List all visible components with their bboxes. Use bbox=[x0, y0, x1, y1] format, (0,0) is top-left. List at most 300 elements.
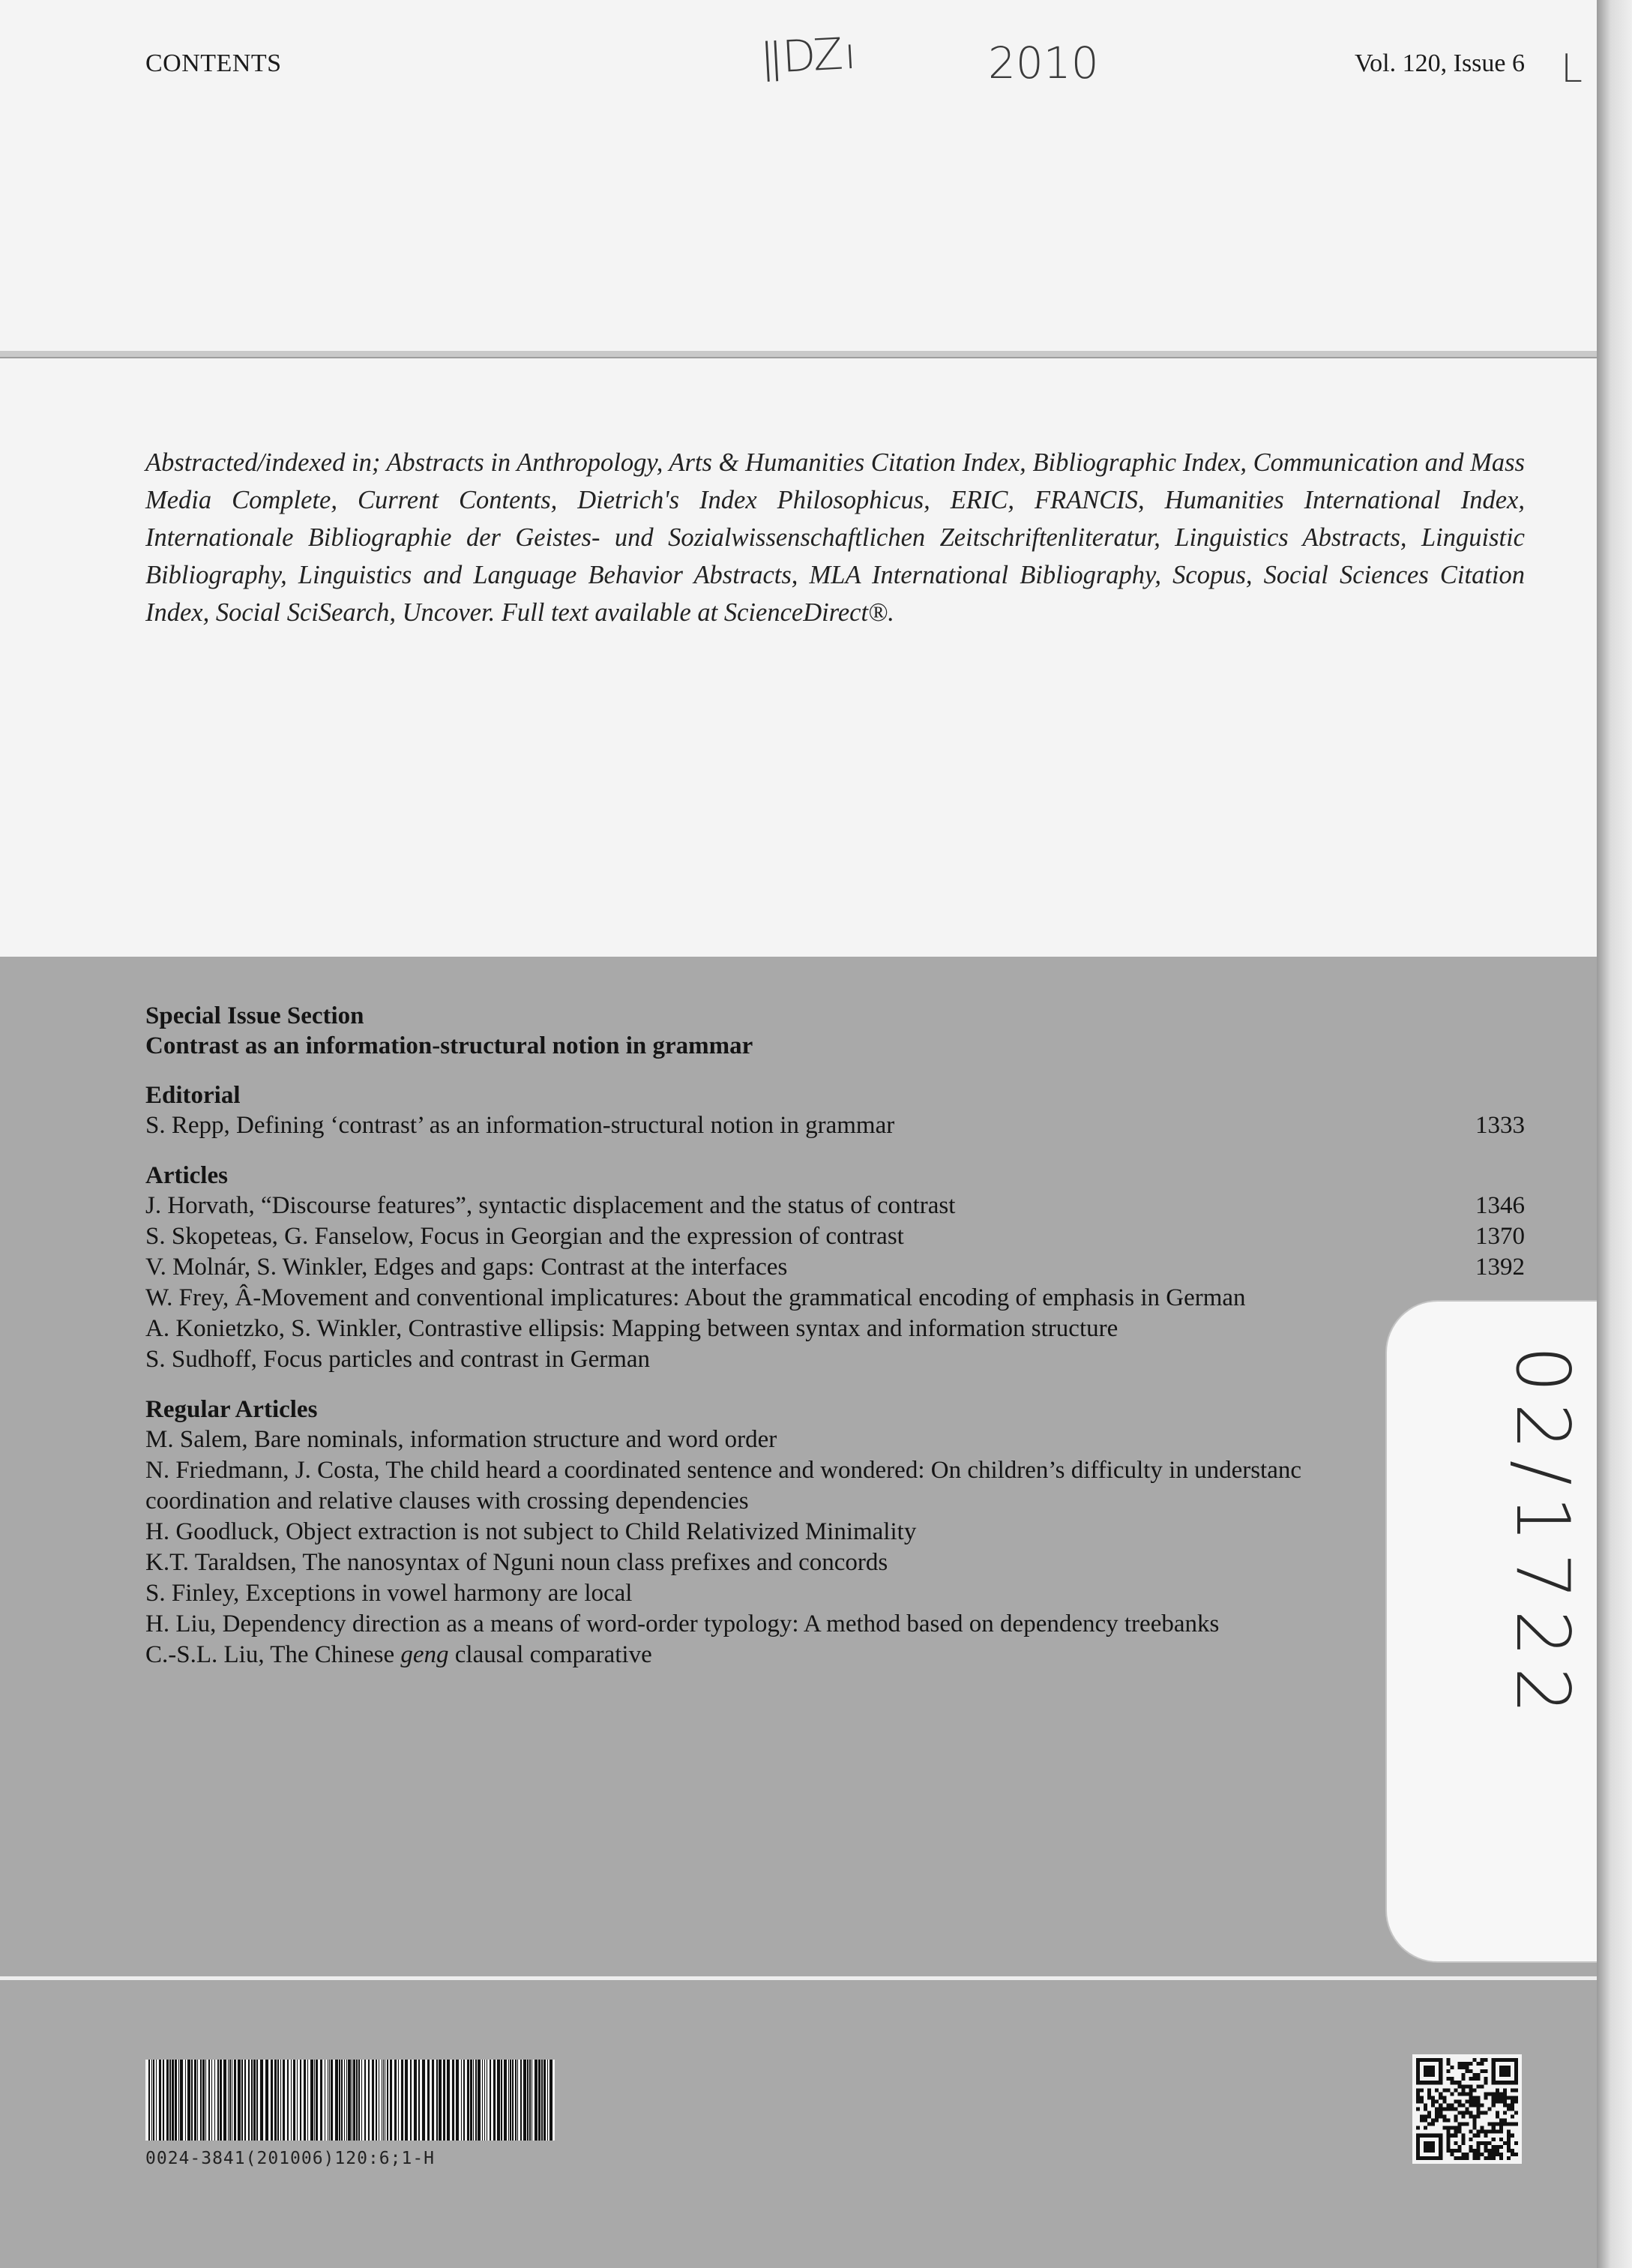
qr-module bbox=[1492, 2123, 1496, 2126]
qr-module bbox=[1477, 2103, 1481, 2107]
qr-module bbox=[1492, 2069, 1496, 2073]
qr-module bbox=[1446, 2107, 1450, 2111]
entry-page: 1370 bbox=[1475, 1223, 1525, 1250]
qr-module bbox=[1454, 2141, 1457, 2145]
qr-module bbox=[1431, 2156, 1435, 2160]
qr-module bbox=[1496, 2058, 1499, 2062]
qr-module bbox=[1416, 2141, 1420, 2145]
qr-module bbox=[1446, 2138, 1450, 2141]
qr-module bbox=[1416, 2096, 1420, 2099]
qr-module bbox=[1511, 2088, 1514, 2092]
barcode-bar bbox=[427, 2060, 430, 2141]
qr-module bbox=[1431, 2134, 1435, 2138]
qr-module bbox=[1427, 2134, 1431, 2138]
qr-module bbox=[1469, 2077, 1473, 2081]
library-sticker-number: 02/1722 bbox=[1499, 1346, 1585, 1725]
qr-module bbox=[1481, 2084, 1484, 2088]
barcode-bar bbox=[394, 2060, 397, 2141]
qr-module bbox=[1488, 2156, 1492, 2160]
qr-module bbox=[1435, 2107, 1439, 2111]
articles-heading: Articles bbox=[145, 1162, 228, 1189]
barcode-bar bbox=[339, 2060, 340, 2141]
toc-entry[interactable] bbox=[145, 1314, 1525, 1344]
qr-module bbox=[1427, 2145, 1431, 2149]
qr-module bbox=[1511, 2149, 1514, 2153]
qr-module bbox=[1465, 2123, 1469, 2126]
qr-module bbox=[1473, 2099, 1477, 2103]
barcode-bar bbox=[405, 2060, 408, 2141]
contents-heading: CONTENTS bbox=[145, 49, 282, 77]
qr-module bbox=[1424, 2126, 1427, 2130]
qr-module bbox=[1461, 2153, 1465, 2156]
entry-page: 1392 bbox=[1475, 1254, 1525, 1281]
qr-module bbox=[1427, 2066, 1431, 2069]
top-divider bbox=[0, 351, 1597, 358]
qr-module bbox=[1492, 2058, 1496, 2062]
qr-module bbox=[1416, 2062, 1420, 2066]
qr-module bbox=[1446, 2077, 1450, 2081]
barcode-bar bbox=[238, 2060, 241, 2141]
qr-module bbox=[1499, 2099, 1503, 2103]
qr-module bbox=[1507, 2081, 1511, 2084]
barcode-bar bbox=[253, 2060, 256, 2141]
barcode-bar bbox=[187, 2060, 190, 2141]
qr-module bbox=[1461, 2156, 1465, 2160]
barcode bbox=[145, 2060, 555, 2141]
barcode-bar bbox=[490, 2060, 491, 2141]
qr-module bbox=[1503, 2069, 1507, 2073]
qr-module bbox=[1481, 2062, 1484, 2066]
qr-module bbox=[1507, 2073, 1511, 2077]
qr-module bbox=[1435, 2156, 1439, 2160]
toc-entry[interactable] bbox=[145, 1455, 1525, 1486]
qr-module bbox=[1461, 2115, 1465, 2119]
special-issue-title: Contrast as an information-structural notion in grammar bbox=[145, 1032, 753, 1059]
qr-module bbox=[1507, 2069, 1511, 2073]
qr-module bbox=[1435, 2134, 1439, 2138]
barcode-bar bbox=[422, 2060, 425, 2141]
qr-module bbox=[1427, 2058, 1431, 2062]
qr-module bbox=[1446, 2062, 1450, 2066]
qr-module bbox=[1492, 2138, 1496, 2141]
qr-module bbox=[1427, 2069, 1431, 2073]
barcode-bar bbox=[361, 2060, 362, 2141]
qr-module bbox=[1473, 2123, 1477, 2126]
qr-module bbox=[1492, 2062, 1496, 2066]
toc-entry[interactable] bbox=[145, 1110, 1525, 1141]
qr-module bbox=[1484, 2141, 1488, 2145]
entry-title: coordination and relative clauses with crossing dependencies bbox=[145, 1488, 749, 1514]
barcode-bar bbox=[256, 2060, 258, 2141]
toc-entry-continued bbox=[145, 1486, 1525, 1517]
barcode-bar bbox=[467, 2060, 469, 2141]
qr-module bbox=[1514, 2096, 1518, 2099]
qr-module bbox=[1492, 2149, 1496, 2153]
qr-module bbox=[1481, 2058, 1484, 2062]
toc-entry[interactable] bbox=[145, 1517, 1525, 1547]
qr-module bbox=[1420, 2156, 1424, 2160]
qr-module bbox=[1511, 2153, 1514, 2156]
qr-module bbox=[1424, 2134, 1427, 2138]
abstracted-indexed-paragraph: Abstracted/indexed in; Abstracts in Anthropology, Arts & Humanities Citation Index, Bibliographic Index, Communication and Mass Media Complete, Current Contents, Dietrich's Index Philosophicus, ERIC, FRANCIS, Humanities International Index, Internationale Bibliographie der Geistes- und Sozialwissenschaftlichen Zeitschriftenliteratur, Linguistics Abstracts, Linguistic Bibliography, Linguistics and Language Behavior Abstracts, MLA International Bibliography, Scopus, Social Sciences Citation Index, Social SciSearch, Uncover. Full text available at ScienceDirect®. bbox=[145, 448, 1525, 627]
entry-page: 1346 bbox=[1475, 1192, 1525, 1219]
barcode-bar bbox=[484, 2060, 485, 2141]
barcode-bar bbox=[517, 2060, 518, 2141]
toc-entry[interactable] bbox=[145, 1344, 1525, 1375]
qr-module bbox=[1496, 2145, 1499, 2149]
barcode-bar bbox=[300, 2060, 301, 2141]
qr-module bbox=[1461, 2066, 1465, 2069]
barcode-bar bbox=[410, 2060, 412, 2141]
qr-module bbox=[1431, 2069, 1435, 2073]
qr-module bbox=[1507, 2107, 1511, 2111]
qr-module bbox=[1431, 2149, 1435, 2153]
toc-entry[interactable] bbox=[145, 1640, 1525, 1670]
qr-module bbox=[1431, 2058, 1435, 2062]
barcode-bar bbox=[316, 2060, 318, 2141]
qr-module bbox=[1439, 2069, 1442, 2073]
qr-module bbox=[1461, 2092, 1465, 2096]
qr-module bbox=[1514, 2081, 1518, 2084]
barcode-number: 0024-3841(201006)120:6;1-H bbox=[145, 2149, 436, 2168]
qr-module bbox=[1496, 2099, 1499, 2103]
qr-module bbox=[1469, 2062, 1473, 2066]
qr-module bbox=[1492, 2073, 1496, 2077]
barcode-bar bbox=[461, 2060, 462, 2141]
qr-module bbox=[1439, 2141, 1442, 2145]
qr-module bbox=[1446, 2119, 1450, 2123]
qr-module bbox=[1503, 2066, 1507, 2069]
barcode-bar bbox=[508, 2060, 509, 2141]
barcode-bar bbox=[244, 2060, 246, 2141]
barcode-bar bbox=[320, 2060, 322, 2141]
qr-module bbox=[1424, 2069, 1427, 2073]
barcode-bar bbox=[166, 2060, 169, 2141]
qr-module bbox=[1431, 2099, 1435, 2103]
qr-module bbox=[1416, 2077, 1420, 2081]
toc-entry[interactable] bbox=[145, 1578, 1525, 1609]
qr-module bbox=[1416, 2092, 1420, 2096]
qr-module bbox=[1477, 2145, 1481, 2149]
qr-module bbox=[1457, 2084, 1461, 2088]
qr-module bbox=[1507, 2138, 1511, 2141]
qr-module bbox=[1492, 2092, 1496, 2096]
qr-module bbox=[1431, 2145, 1435, 2149]
qr-module bbox=[1427, 2141, 1431, 2145]
qr-module bbox=[1514, 2099, 1518, 2103]
barcode-bar bbox=[248, 2060, 250, 2141]
barcode-bar bbox=[482, 2060, 483, 2141]
qr-module bbox=[1457, 2081, 1461, 2084]
qr-module bbox=[1469, 2103, 1473, 2107]
qr-module bbox=[1461, 2084, 1465, 2088]
barcode-bar bbox=[398, 2060, 399, 2141]
qr-module bbox=[1416, 2126, 1420, 2130]
qr-module bbox=[1484, 2096, 1488, 2099]
toc-entry[interactable] bbox=[145, 1221, 1525, 1252]
barcode-bar bbox=[229, 2060, 231, 2141]
qr-module bbox=[1439, 2103, 1442, 2107]
qr-module bbox=[1439, 2092, 1442, 2096]
qr-module bbox=[1439, 2077, 1442, 2081]
qr-module bbox=[1416, 2081, 1420, 2084]
entry-title: S. Skopeteas, G. Fanselow, Focus in Georgian and the expression of contrast bbox=[145, 1223, 904, 1250]
barcode-bar bbox=[523, 2060, 526, 2141]
barcode-bar bbox=[439, 2060, 442, 2141]
qr-module bbox=[1439, 2058, 1442, 2062]
entry-title-italic: geng bbox=[400, 1641, 449, 1668]
qr-module bbox=[1424, 2119, 1427, 2123]
qr-module bbox=[1492, 2066, 1496, 2069]
qr-module bbox=[1477, 2062, 1481, 2066]
qr-module bbox=[1507, 2141, 1511, 2145]
qr-module bbox=[1477, 2096, 1481, 2099]
barcode-bar bbox=[383, 2060, 384, 2141]
qr-module bbox=[1424, 2066, 1427, 2069]
toc-entry[interactable] bbox=[145, 1191, 1525, 1221]
qr-module bbox=[1511, 2058, 1514, 2062]
barcode-bar bbox=[180, 2060, 183, 2141]
qr-module bbox=[1416, 2088, 1420, 2092]
qr-module bbox=[1473, 2126, 1477, 2130]
barcode-bar bbox=[175, 2060, 177, 2141]
qr-module bbox=[1450, 2081, 1454, 2084]
qr-module bbox=[1439, 2073, 1442, 2077]
table-of-contents bbox=[145, 1001, 1525, 1670]
toc-entry[interactable] bbox=[145, 1425, 1525, 1455]
qr-module bbox=[1420, 2096, 1424, 2099]
qr-module bbox=[1488, 2130, 1492, 2134]
barcode-bar bbox=[241, 2060, 243, 2141]
regular-articles-heading: Regular Articles bbox=[145, 1396, 318, 1423]
qr-module bbox=[1465, 2099, 1469, 2103]
page-edge-shadow bbox=[1597, 0, 1632, 2268]
qr-module bbox=[1431, 2073, 1435, 2077]
qr-module bbox=[1477, 2153, 1481, 2156]
barcode-bar bbox=[208, 2060, 210, 2141]
qr-module bbox=[1446, 2058, 1450, 2062]
barcode-bar bbox=[191, 2060, 193, 2141]
panel-divider bbox=[0, 1976, 1603, 1980]
qr-module bbox=[1446, 2141, 1450, 2145]
qr-module bbox=[1420, 2134, 1424, 2138]
qr-module bbox=[1439, 2081, 1442, 2084]
qr-module bbox=[1442, 2126, 1446, 2130]
qr-module bbox=[1481, 2126, 1484, 2130]
entry-title: M. Salem, Bare nominals, information structure and word order bbox=[145, 1426, 777, 1453]
qr-module bbox=[1450, 2092, 1454, 2096]
qr-module bbox=[1431, 2123, 1435, 2126]
barcode-bar bbox=[376, 2060, 377, 2141]
barcode-bar bbox=[501, 2060, 502, 2141]
qr-module bbox=[1499, 2130, 1503, 2134]
qr-module bbox=[1420, 2088, 1424, 2092]
qr-module bbox=[1450, 2077, 1454, 2081]
qr-module bbox=[1484, 2111, 1488, 2115]
barcode-bar bbox=[390, 2060, 392, 2141]
barcode-bar bbox=[335, 2060, 338, 2141]
qr-module bbox=[1514, 2153, 1518, 2156]
qr-module bbox=[1461, 2062, 1465, 2066]
qr-module bbox=[1477, 2077, 1481, 2081]
qr-module bbox=[1469, 2096, 1473, 2099]
qr-module bbox=[1503, 2073, 1507, 2077]
qr-module bbox=[1469, 2088, 1473, 2092]
barcode-bar bbox=[329, 2060, 330, 2141]
barcode-bar bbox=[473, 2060, 474, 2141]
barcode-bar bbox=[151, 2060, 152, 2141]
barcode-bar bbox=[178, 2060, 179, 2141]
entry-title: J. Horvath, “Discourse features”, syntactic displacement and the status of contrast bbox=[145, 1192, 956, 1219]
qr-module bbox=[1446, 2069, 1450, 2073]
qr-module bbox=[1450, 2103, 1454, 2107]
barcode-bar bbox=[356, 2060, 358, 2141]
qr-module bbox=[1496, 2111, 1499, 2115]
barcode-bar bbox=[549, 2060, 552, 2141]
barcode-bar bbox=[432, 2060, 434, 2141]
barcode-bar bbox=[364, 2060, 366, 2141]
qr-module bbox=[1461, 2134, 1465, 2138]
toc-entry[interactable] bbox=[145, 1252, 1525, 1283]
barcode-bar bbox=[163, 2060, 164, 2141]
handwritten-mark: L bbox=[1561, 46, 1583, 91]
volume-issue: Vol. 120, Issue 6 bbox=[1355, 49, 1525, 77]
toc-entry[interactable] bbox=[145, 1283, 1525, 1314]
qr-module bbox=[1481, 2111, 1484, 2115]
qr-module bbox=[1427, 2111, 1431, 2115]
qr-module bbox=[1477, 2134, 1481, 2138]
qr-module bbox=[1439, 2066, 1442, 2069]
qr-module bbox=[1420, 2115, 1424, 2119]
handwritten-note: ǁǱı bbox=[759, 27, 858, 84]
qr-module bbox=[1492, 2130, 1496, 2134]
toc-entry[interactable] bbox=[145, 1547, 1525, 1578]
special-issue-heading: Special Issue Section bbox=[145, 1002, 364, 1029]
qr-module bbox=[1473, 2073, 1477, 2077]
qr-module bbox=[1503, 2081, 1507, 2084]
qr-module bbox=[1461, 2073, 1465, 2077]
qr-code bbox=[1412, 2054, 1522, 2164]
qr-module bbox=[1442, 2088, 1446, 2092]
qr-module bbox=[1499, 2096, 1503, 2099]
qr-module bbox=[1427, 2115, 1431, 2119]
qr-module bbox=[1496, 2115, 1499, 2119]
qr-module bbox=[1496, 2130, 1499, 2134]
qr-module bbox=[1499, 2156, 1503, 2160]
qr-module bbox=[1439, 2149, 1442, 2153]
barcode-bar bbox=[194, 2060, 196, 2141]
qr-module bbox=[1481, 2103, 1484, 2107]
qr-module bbox=[1427, 2149, 1431, 2153]
qr-module bbox=[1465, 2153, 1469, 2156]
qr-module bbox=[1446, 2145, 1450, 2149]
qr-module bbox=[1484, 2149, 1488, 2153]
qr-module bbox=[1457, 2130, 1461, 2134]
barcode-bar bbox=[251, 2060, 253, 2141]
qr-module bbox=[1439, 2145, 1442, 2149]
qr-module bbox=[1427, 2092, 1431, 2096]
barcode-bar bbox=[341, 2060, 343, 2141]
qr-module bbox=[1488, 2092, 1492, 2096]
qr-module bbox=[1427, 2096, 1431, 2099]
barcode-bar bbox=[148, 2060, 150, 2141]
barcode-bar bbox=[538, 2060, 541, 2141]
qr-module bbox=[1457, 2103, 1461, 2107]
qr-module bbox=[1503, 2123, 1507, 2126]
barcode-bar bbox=[265, 2060, 268, 2141]
qr-module bbox=[1457, 2092, 1461, 2096]
qr-module bbox=[1424, 2073, 1427, 2077]
qr-module bbox=[1514, 2066, 1518, 2069]
qr-module bbox=[1431, 2103, 1435, 2107]
qr-module bbox=[1473, 2134, 1477, 2138]
barcode-bar bbox=[547, 2060, 548, 2141]
qr-module bbox=[1454, 2149, 1457, 2153]
barcode-bar bbox=[418, 2060, 420, 2141]
qr-module bbox=[1507, 2123, 1511, 2126]
barcode-bar bbox=[414, 2060, 417, 2141]
qr-module bbox=[1507, 2149, 1511, 2153]
qr-module bbox=[1484, 2145, 1488, 2149]
qr-module bbox=[1473, 2103, 1477, 2107]
entry-title: S. Finley, Exceptions in vowel harmony are local bbox=[145, 1580, 633, 1607]
barcode-bar bbox=[234, 2060, 236, 2141]
qr-module bbox=[1457, 2066, 1461, 2069]
qr-module bbox=[1514, 2111, 1518, 2115]
qr-module bbox=[1435, 2119, 1439, 2123]
qr-module bbox=[1469, 2145, 1473, 2149]
barcode-bar bbox=[348, 2060, 351, 2141]
qr-module bbox=[1492, 2153, 1496, 2156]
qr-module bbox=[1457, 2111, 1461, 2115]
barcode-bar bbox=[310, 2060, 313, 2141]
qr-module bbox=[1469, 2092, 1473, 2096]
qr-module bbox=[1457, 2156, 1461, 2160]
barcode-bar bbox=[331, 2060, 333, 2141]
qr-module bbox=[1492, 2156, 1496, 2160]
qr-module bbox=[1446, 2126, 1450, 2130]
qr-module bbox=[1450, 2066, 1454, 2069]
qr-module bbox=[1496, 2081, 1499, 2084]
qr-module bbox=[1427, 2088, 1431, 2092]
qr-module bbox=[1416, 2073, 1420, 2077]
qr-module bbox=[1439, 2111, 1442, 2115]
qr-module bbox=[1416, 2066, 1420, 2069]
qr-module bbox=[1496, 2092, 1499, 2096]
qr-module bbox=[1496, 2153, 1499, 2156]
qr-module bbox=[1431, 2119, 1435, 2123]
qr-module bbox=[1454, 2119, 1457, 2123]
qr-module bbox=[1511, 2123, 1514, 2126]
barcode-bar bbox=[274, 2060, 277, 2141]
qr-module bbox=[1503, 2096, 1507, 2099]
qr-module bbox=[1473, 2156, 1477, 2160]
qr-module bbox=[1435, 2111, 1439, 2115]
qr-module bbox=[1465, 2066, 1469, 2069]
qr-module bbox=[1469, 2099, 1473, 2103]
qr-module bbox=[1492, 2145, 1496, 2149]
barcode-bar bbox=[493, 2060, 496, 2141]
qr-module bbox=[1503, 2141, 1507, 2145]
toc-entry[interactable] bbox=[145, 1609, 1525, 1640]
qr-module bbox=[1477, 2149, 1481, 2153]
qr-module bbox=[1416, 2149, 1420, 2153]
barcode-bar bbox=[205, 2060, 206, 2141]
qr-module bbox=[1461, 2123, 1465, 2126]
qr-module bbox=[1465, 2107, 1469, 2111]
qr-module bbox=[1473, 2077, 1477, 2081]
qr-module bbox=[1514, 2088, 1518, 2092]
